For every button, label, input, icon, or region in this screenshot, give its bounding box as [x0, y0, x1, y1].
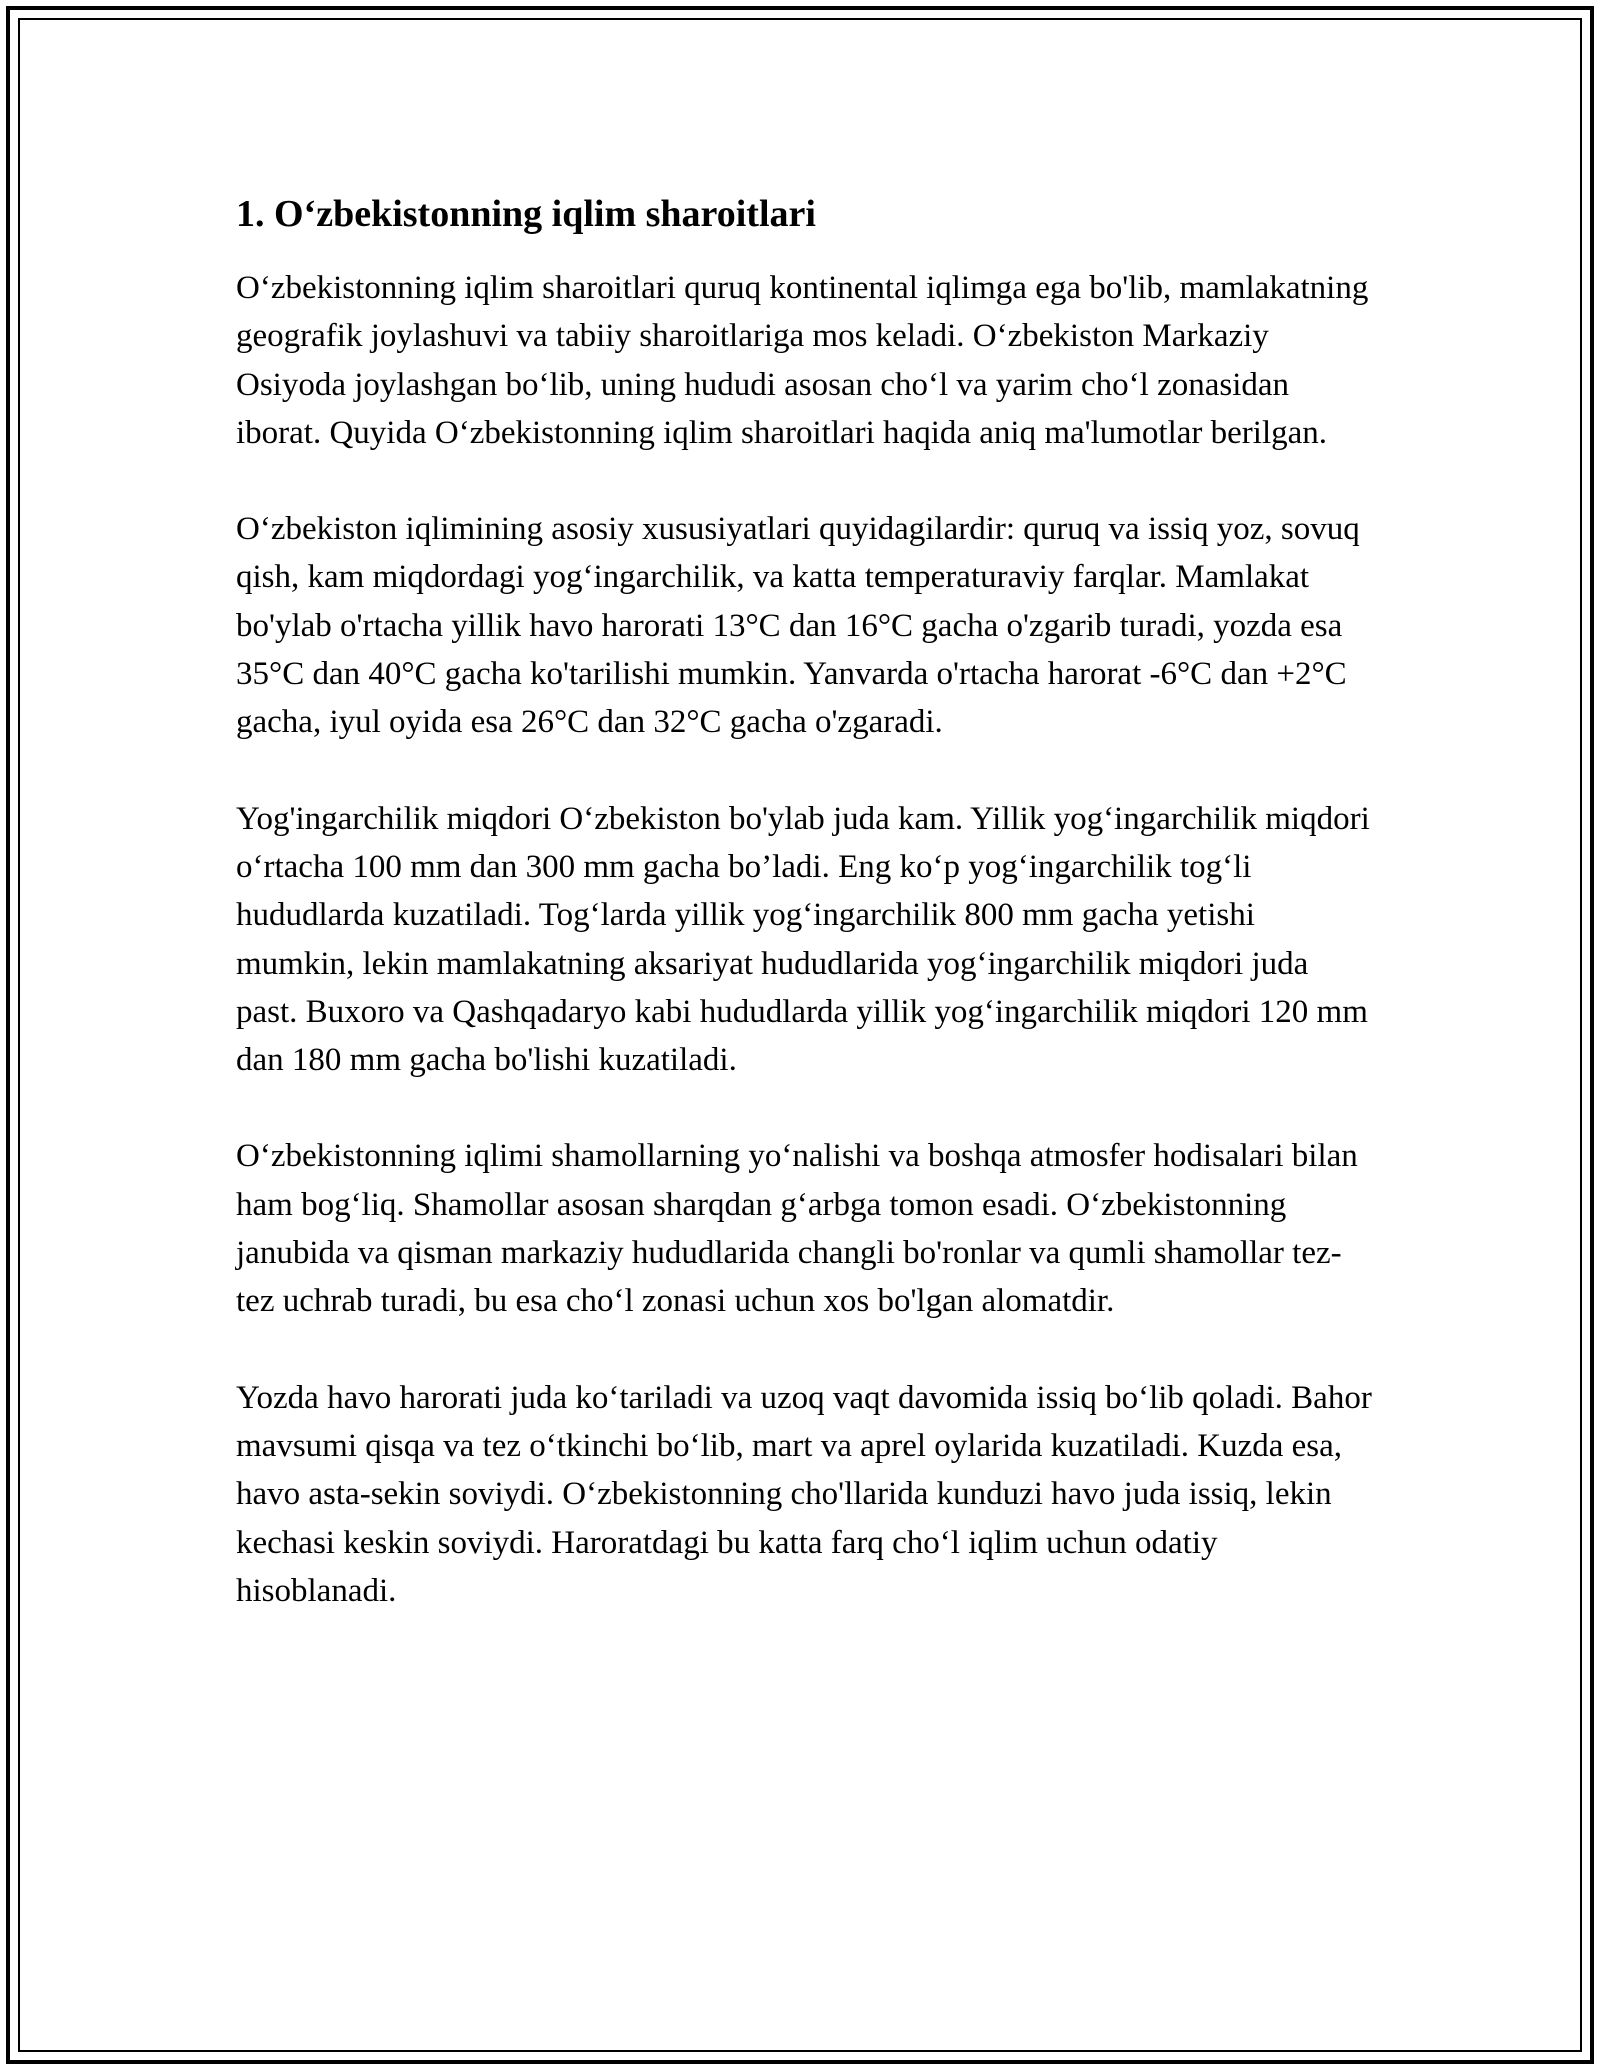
document-body [236, 186, 1376, 1663]
paragraph-winds: O‘zbekistonning iqlimi shamollarning yo‘nalishi va boshqa atmosfer hodisalari bilan ham bog‘liq. Shamollar asosan sharqdan g‘arbga tomon esadi. O‘zbekistonning janubida va qisman markaziy hududlarida changli bo'ronlar va qumli shamollar tez-tez uchrab turadi, bu esa cho‘l zonasi uchun xos bo'lgan alomatdir. [236, 1138, 1358, 1320]
paragraph-temperature: O‘zbekiston iqlimining asosiy xususiyatlari quyidagilardir: quruq va issiq yoz, sovuq qish, kam miqdordagi yog‘ingarchilik, va katta temperaturaviy farqlar. Mamlakat bo'ylab o'rtacha yillik havo harorati 13°C dan 16°C gacha o'zgarib turadi, yozda esa 35°C dan 40°C gacha ko'tarilishi mumkin. Yanvarda o'rtacha harorat -6°C dan +2°C gacha, iyul oyida esa 26°C dan 32°C gacha o'zgaradi. [236, 511, 1360, 741]
paragraph-intro: O‘zbekistonning iqlim sharoitlari quruq kontinental iqlimga ega bo'lib, mamlakatning geografik joylashuvi va tabiiy sharoitlariga mos keladi. O‘zbekiston Markaziy Osiyoda joylashgan bo‘lib, uning hududi asosan cho‘l va yarim cho‘l zonasidan iborat. Quyida O‘zbekistonning iqlim sharoitlari haqida aniq ma'lumotlar berilgan. [236, 270, 1369, 451]
section-heading: 1. O‘zbekistonning iqlim sharoitlari [236, 193, 816, 235]
paragraph-seasons: Yozda havo harorati juda ko‘tariladi va uzoq vaqt davomida issiq bo‘lib qoladi. Bahor mavsumi qisqa va tez o‘tkinchi bo‘lib, mart va aprel oylarida kuzatiladi. Kuzda esa, havo asta-sekin soviydi. O‘zbekistonning cho'llarida kunduzi havo juda issiq, lekin kechasi keskin soviydi. Haroratdagi bu katta farq cho‘l iqlim uchun odatiy hisoblanadi. [236, 1379, 1372, 1609]
paragraph-precipitation: Yog'ingarchilik miqdori O‘zbekiston bo'ylab juda kam. Yillik yog‘ingarchilik miqdori o‘rtacha 100 mm dan 300 mm gacha bo’ladi. Eng ko‘p yog‘ingarchilik tog‘li hududlarda kuzatiladi. Tog‘larda yillik yog‘ingarchilik 800 mm gacha yetishi mumkin, lekin mamlakatning aksariyat hududlarida yog‘ingarchilik miqdori juda past. Buxoro va Qashqadaryo kabi hududlarda yillik yog‘ingarchilik miqdori 120 mm dan 180 mm gacha bo'lishi kuzatiladi. [236, 800, 1370, 1079]
